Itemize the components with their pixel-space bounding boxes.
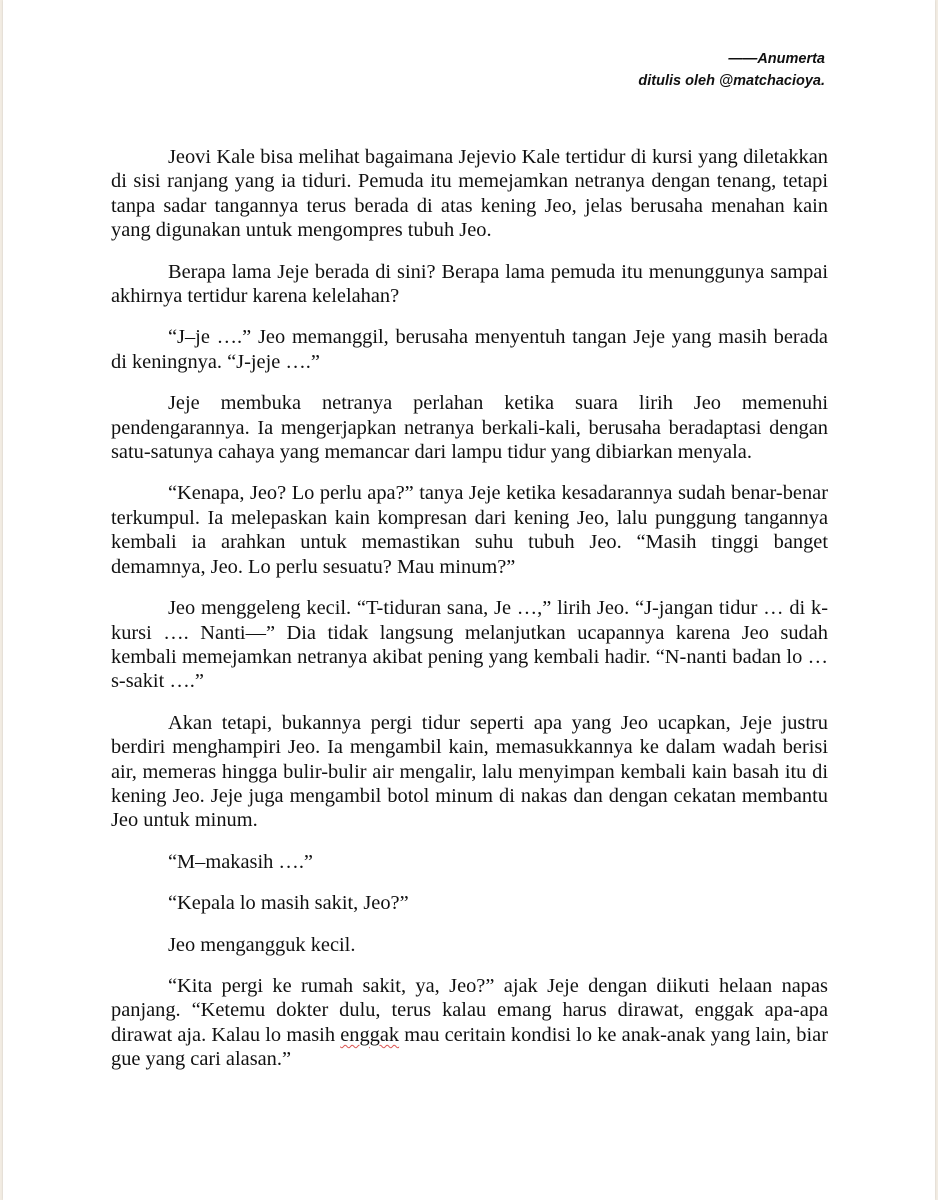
author-line: ——Anumerta xyxy=(728,51,825,67)
paragraph: Jeo mengangguk kecil. xyxy=(168,933,356,956)
paragraph: Jeje membuka netranya perlahan ketika suara lirih Jeo memenuhi pendengarannya. Ia mengerjapkan netranya berkali-kali, berusaha beradaptasi dengan satu-satunya cahaya yang memancar dari lampu tidur yang dibiarkan menyala. xyxy=(111,392,828,464)
paragraph: “J–je ….” Jeo memanggil, berusaha menyentuh tangan Jeje yang masih berada di keningnya. “J-jeje ….” xyxy=(111,326,828,373)
text-run: “Kita pergi ke rumah sakit, ya, Jeo?” ajak Jeje dengan diikuti helaan napas panjang. “Ketemu dokter dulu, terus kalau emang harus dirawat, enggak apa-apa dirawat aja. Kalau lo masih xyxy=(111,974,828,1046)
paragraph: Berapa lama Jeje berada di sini? Berapa lama pemuda itu menunggunya sampai akhirnya tertidur karena kelelahan? xyxy=(111,260,828,308)
byline: ditulis oleh @matchacioya. xyxy=(638,73,825,89)
text-run: mau ceritain kondisi lo ke anak-anak yang lain, biar gue yang cari alasan.” xyxy=(111,1023,828,1071)
paragraph: Jeo menggeleng kecil. “T-tiduran sana, Je …,” lirih Jeo. “J-jangan tidur … di k-kursi …. Nanti—” Dia tidak langsung melanjutkan ucapannya karena Jeo sudah kembali memejamkan netranya akibat pening yang kembali hadir. “N-nanti badan lo … s-sakit ….” xyxy=(111,597,828,693)
paragraph: Akan tetapi, bukannya pergi tidur seperti apa yang Jeo ucapkan, Jeje justru berdiri menghampiri Jeo. Ia mengambil kain, memasukkannya ke dalam wadah berisi air, memeras hingga bulir-bulir air mengalir, lalu menyimpan kembali kain basah itu di kening Jeo. Jeje juga mengambil botol minum di nakas dan dengan cekatan membantu Jeo untuk minum. xyxy=(111,711,828,832)
document-body[interactable] xyxy=(111,145,828,1089)
document-page xyxy=(3,0,935,1200)
paragraph: Jeovi Kale bisa melihat bagaimana Jejevio Kale tertidur di kursi yang diletakkan di sisi ranjang yang ia tiduri. Pemuda itu memejamkan netranya dengan tenang, tetapi tanpa sadar tangannya terus berada di atas kening Jeo, jelas berusaha menahan kain yang digunakan untuk mengompres tubuh Jeo. xyxy=(111,146,828,242)
paragraph: “Kenapa, Jeo? Lo perlu apa?” tanya Jeje ketika kesadarannya sudah benar-benar terkumpul. Ia melepaskan kain kompresan dari kening Jeo, lalu punggung tangannya kembali ia arahkan untuk memastikan suhu tubuh Jeo. “Masih tinggi banget demamnya, Jeo. Lo perlu sesuatu? Mau minum?” xyxy=(111,482,828,578)
spellcheck-flagged-word[interactable]: enggak xyxy=(340,1023,400,1046)
header xyxy=(638,48,825,92)
paragraph-last xyxy=(111,974,828,1072)
paragraph: “Kepala lo masih sakit, Jeo?” xyxy=(168,892,409,915)
paragraph: “M–makasih ….” xyxy=(168,850,313,873)
